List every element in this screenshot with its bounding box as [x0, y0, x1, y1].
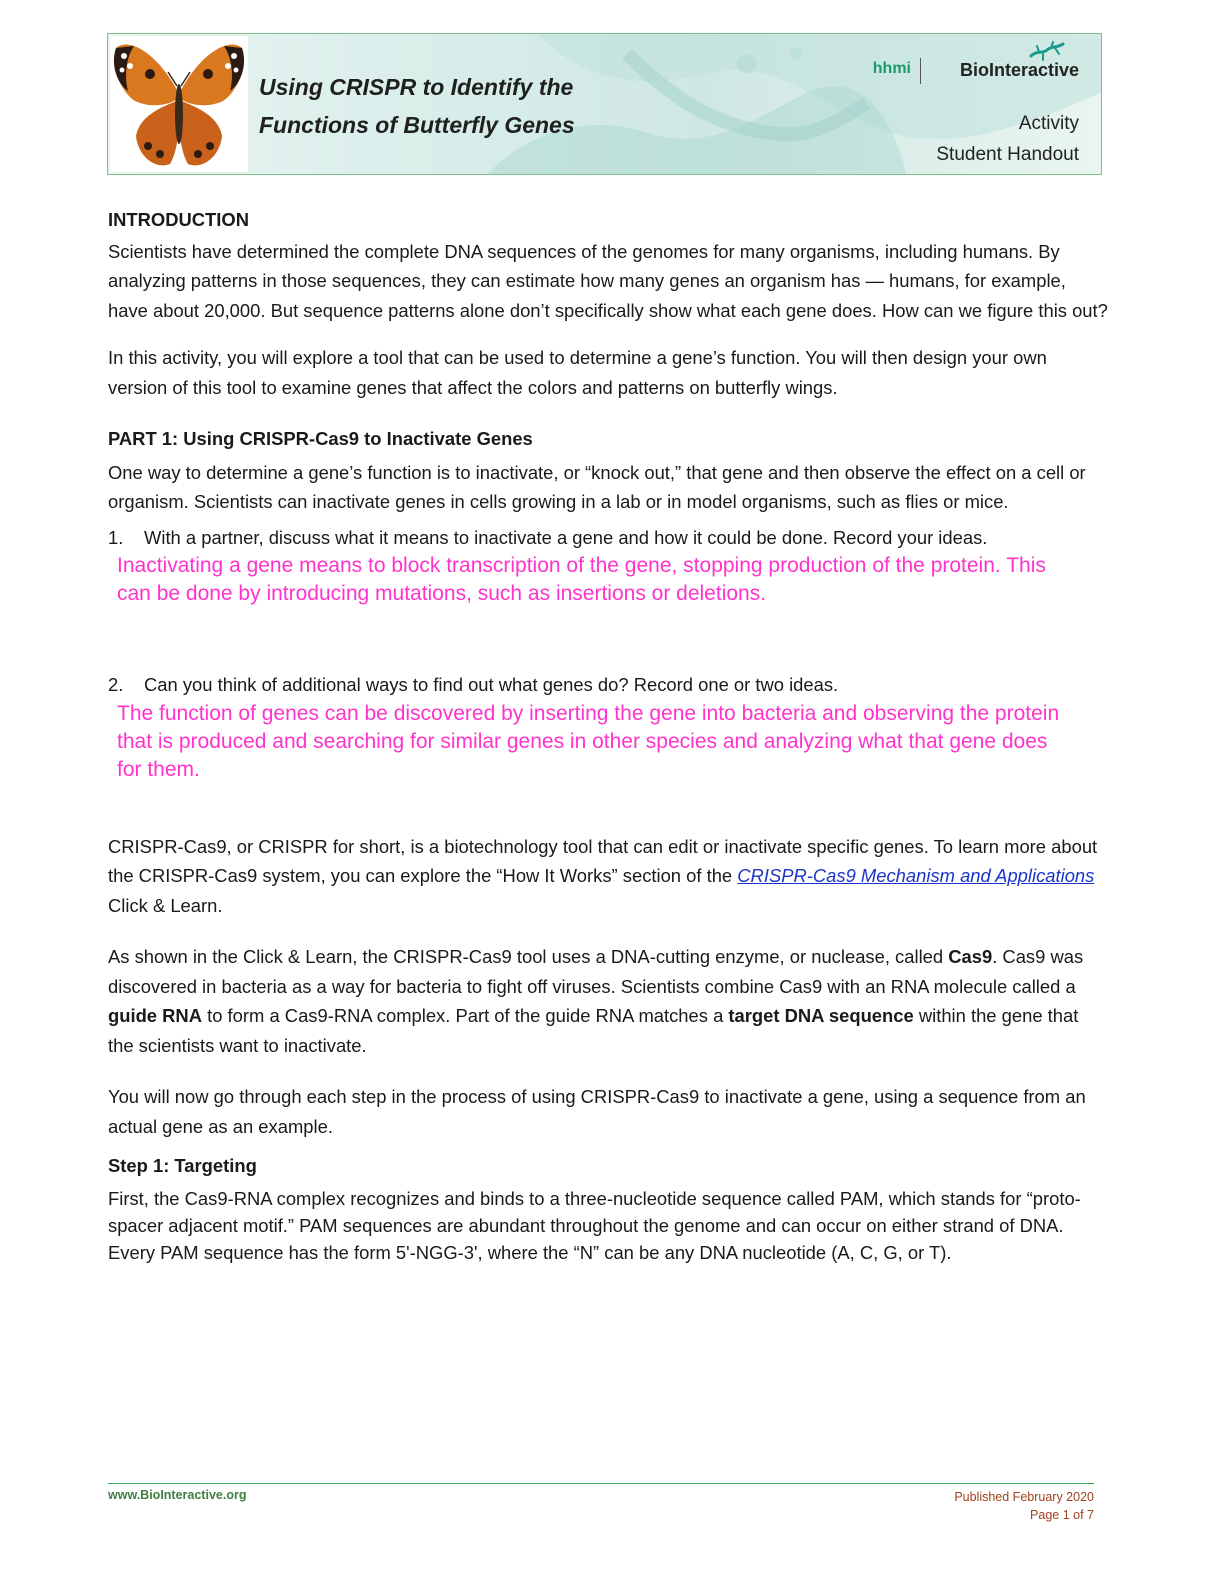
- question-2: [108, 670, 1108, 700]
- steps-paragraph: You will now go through each step in the process of using CRISPR-Cas9 to inactivate a gene, using a sequence from an actual gene as an example.: [108, 1086, 1086, 1137]
- handout-type-line-1: Activity: [1018, 113, 1079, 134]
- cas9-term: Cas9: [948, 946, 993, 967]
- target-dna-term: target DNA sequence: [728, 1005, 914, 1026]
- question-1-number: 1.: [108, 526, 124, 548]
- answer-1[interactable]: Inactivating a gene means to block transcription of the gene, stopping production of the protein. This can be done by introducing mutations, such as insertions or deletions.: [117, 554, 1046, 605]
- answer-2[interactable]: The function of genes can be discovered by inserting the gene into bacteria and observing the protein that is produced and searching for similar genes in other species and analyzing what that gene does for them.: [117, 701, 1060, 781]
- footer-page-number: Page 1 of 7: [1030, 1508, 1094, 1522]
- brand-name: BioInteractive: [959, 60, 1079, 80]
- footer-meta: [954, 1488, 1094, 1524]
- brand-hhmi: hhmi: [872, 60, 911, 77]
- document-body: [108, 205, 1108, 1266]
- intro-heading: INTRODUCTION: [108, 209, 249, 230]
- step1-paragraph: First, the Cas9-RNA complex recognizes and binds to a three-nucleotide sequence called PAM, which stands for “proto-spacer adjacent motif.” PAM sequences are abundant throughout the genome and can occur on either strand of DNA. Every PAM sequence has the form 5'-NGG-3', where the “N” can be any DNA nucleotide (A, C, G, or T).: [108, 1187, 1081, 1263]
- footer-divider: [108, 1483, 1094, 1484]
- lizard-icon: [1029, 40, 1065, 62]
- title-line-1: Using CRISPR to Identify the: [259, 74, 574, 100]
- footer-published: Published February 2020: [954, 1490, 1094, 1504]
- part1-heading: PART 1: Using CRISPR-Cas9 to Inactivate Genes: [108, 428, 533, 449]
- question-2-text: Can you think of additional ways to find out what genes do? Record one or two ideas.: [144, 674, 839, 695]
- brand-divider: [920, 58, 921, 84]
- question-1: [108, 523, 1108, 553]
- handout-type: [936, 108, 1079, 170]
- crispr-paragraph-text-b: Click & Learn.: [108, 894, 223, 916]
- handout-type-line-2: Student Handout: [936, 144, 1079, 165]
- question-2-number: 2.: [108, 674, 124, 695]
- title-line-2: Functions of Butterfly Genes: [259, 112, 575, 138]
- brand-logo: [839, 46, 1079, 86]
- crispr-click-learn-link[interactable]: CRISPR-Cas9 Mechanism and Applications: [737, 865, 1095, 886]
- butterfly-image: [110, 36, 248, 172]
- intro-paragraph-1: Scientists have determined the complete DNA sequences of the genomes for many organisms, including humans. By analyzing patterns in those sequences, they can estimate how many genes an organism has — humans, for example, have about 20,000. But sequence patterns alone don’t specifically show what each gene does. How can we figure this out?: [108, 240, 1108, 321]
- footer-website[interactable]: www.BioInteractive.org: [108, 1488, 247, 1502]
- header-banner: [107, 33, 1102, 175]
- document-title: [259, 68, 759, 144]
- crispr-paragraph-text-a: CRISPR-Cas9, or CRISPR for short, is a biotechnology tool that can edit or inactivate specific genes. To learn more about the CRISPR-Cas9 system, you can explore the “How It Works” section of the: [108, 835, 1098, 886]
- part1-paragraph-1: One way to determine a gene’s function is to inactivate, or “knock out,” that gene and then observe the effect on a cell or organism. Scientists can inactivate genes in cells growing in a lab or in model organisms, such as flies or mice.: [108, 461, 1086, 512]
- cas9-paragraph: [108, 942, 1108, 1060]
- step1-heading: Step 1: Targeting: [108, 1155, 257, 1176]
- crispr-paragraph: [108, 832, 1108, 921]
- guide-rna-term: guide RNA: [108, 1005, 202, 1026]
- cas9-text-c: to form a Cas9-RNA complex. Part of the guide RNA matches a: [202, 1005, 729, 1026]
- cas9-text-d: within the gene that the scientists want to inactivate.: [108, 1005, 1079, 1056]
- intro-paragraph-2: In this activity, you will explore a tool that can be used to determine a gene’s function. You will then design your own version of this tool to examine genes that affect the colors and patterns on butterfly wings.: [108, 347, 1047, 398]
- cas9-text-b: . Cas9 was discovered in bacteria as a way for bacteria to fight off viruses. Scientists combine Cas9 with an RNA molecule called a: [108, 946, 1084, 997]
- cas9-text-a: As shown in the Click & Learn, the CRISPR-Cas9 tool uses a DNA-cutting enzyme, or nuclease, called: [108, 946, 949, 967]
- question-1-text: With a partner, discuss what it means to inactivate a gene and how it could be done. Record your ideas.: [144, 526, 988, 548]
